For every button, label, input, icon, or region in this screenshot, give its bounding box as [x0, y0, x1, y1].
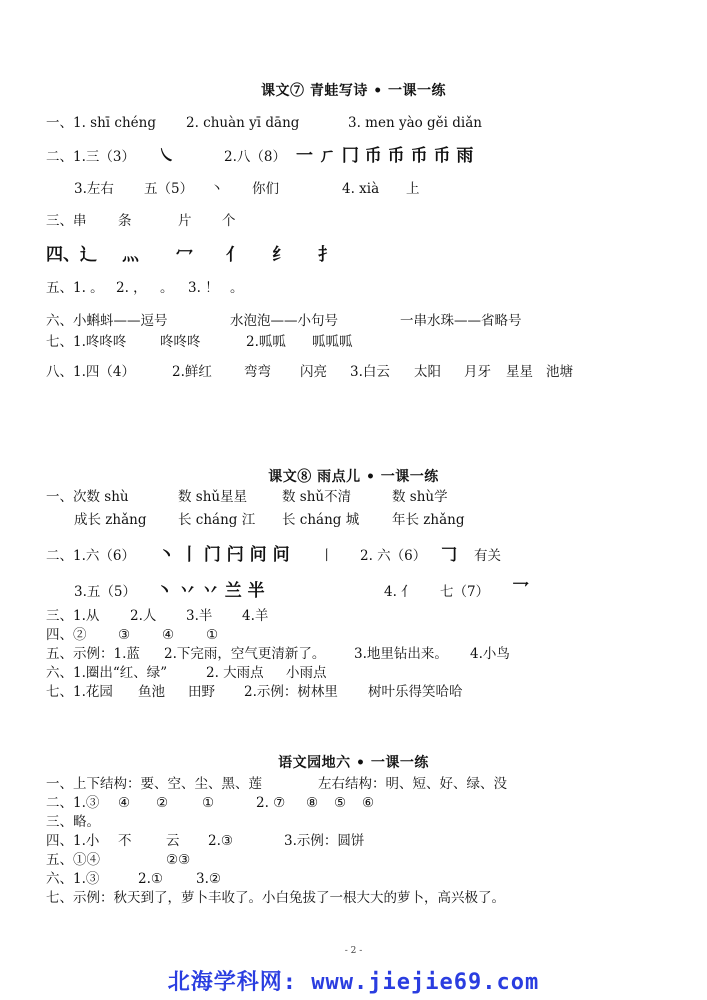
answer-item: 水泡泡——小句号 — [230, 313, 338, 329]
answer-item: 五、示例：1.蓝 — [46, 646, 140, 662]
stroke-item: 乛 — [512, 581, 529, 601]
stroke-item: 𠃌 — [440, 545, 457, 565]
radical-item: 扌 — [318, 245, 335, 265]
section-title: 课文⑧ 雨点儿 • 一课一练 — [268, 469, 439, 485]
answer-item: 3. men yào gěi diǎn — [348, 115, 482, 131]
answer-item: ② — [156, 795, 169, 811]
answer-item: ① — [202, 795, 215, 811]
stroke-item: 丨 — [320, 548, 334, 564]
answer-item: 3.白云 — [350, 364, 390, 380]
answer-item: 4.小鸟 — [470, 646, 510, 662]
answer-line — [46, 276, 244, 296]
answer-line — [46, 791, 374, 811]
answer-item: 4. 亻 — [384, 584, 415, 600]
answer-item: 有关 — [474, 548, 501, 564]
answer-item: 四、1.小 — [46, 833, 100, 849]
stroke-item: ㇏ — [158, 146, 175, 166]
site-watermark[interactable]: 北海学科网: www.jiejie69.com — [167, 970, 540, 995]
answer-item: 4. xià — [342, 181, 380, 197]
answer-line — [46, 848, 190, 868]
section-title: 语文园地六 • 一课一练 — [278, 755, 429, 771]
answer-line — [46, 829, 364, 849]
answer-item: 片 — [178, 213, 192, 229]
answer-line — [46, 680, 463, 700]
answer-line — [46, 623, 218, 643]
answer-item: ⑥ — [362, 795, 375, 811]
answer-item: 上 — [406, 181, 420, 197]
answer-item: 小雨点 — [286, 665, 327, 681]
answer-item: 六、小蝌蚪——逗号 — [46, 313, 168, 329]
answer-item: 3.五（5） — [74, 584, 136, 600]
answer-line — [46, 661, 327, 681]
answer-item: 个 — [222, 213, 236, 229]
answer-line — [46, 772, 507, 792]
radical-item: 冖 — [176, 245, 193, 265]
stroke-order: 一 ㄏ 冂 币 币 币 币 雨 — [296, 146, 474, 166]
answer-item: 2.① — [138, 871, 163, 887]
answer-item: 3.半 — [186, 608, 213, 624]
answer-item: 二、1.三（3） — [46, 149, 135, 165]
answer-item: 2. ⑦ — [256, 795, 286, 811]
answer-item: 月牙 — [464, 364, 491, 380]
answer-line — [46, 867, 221, 887]
answer-item: 2. 六（6） — [360, 548, 427, 564]
answer-item: 田野 — [188, 684, 215, 700]
answer-item: 4.羊 — [242, 608, 269, 624]
radical-item: 纟 — [272, 245, 289, 265]
answer-item: 2.人 — [130, 608, 157, 624]
answer-item: 2. chuàn yī dāng — [186, 115, 300, 131]
answer-item: 2.下完雨，空气更清新了。 — [164, 646, 326, 662]
answer-item: 七（7） — [440, 584, 490, 600]
answer-line — [74, 576, 529, 601]
section-title: 课文⑦ 青蛙写诗 • 一课一练 — [260, 83, 447, 99]
answer-item: 弯弯 — [244, 364, 271, 380]
answer-item: 3.② — [196, 871, 221, 887]
answer-item: 五、①④ — [46, 852, 100, 868]
answer-item: 闪亮 — [300, 364, 327, 380]
answer-item: ③ — [118, 627, 131, 643]
answer-line — [46, 642, 510, 662]
answer-line — [46, 240, 335, 265]
answer-line — [46, 540, 501, 565]
answer-item: ②③ — [166, 852, 191, 868]
answer-item: ④ — [162, 627, 175, 643]
answer-item: 左右结构：明、短、好、绿、没 — [318, 776, 507, 792]
radical-item: 亻 — [226, 245, 243, 265]
stroke-item: 丶 — [210, 181, 224, 197]
answer-item: 呱呱呱 — [312, 334, 353, 350]
answer-item: 成长 zhǎng — [74, 512, 147, 528]
answer-item: 条 — [118, 213, 132, 229]
answer-item: 八、1.四（4） — [46, 364, 135, 380]
answer-line — [46, 810, 100, 830]
answer-item: ⑤ — [334, 795, 347, 811]
answer-item: 你们 — [252, 181, 279, 197]
answer-item: 2. 大雨点 — [206, 665, 264, 681]
answer-item: 2.呱呱 — [246, 334, 286, 350]
answer-item: 一、次数 shù — [46, 489, 129, 505]
answer-line — [46, 111, 482, 131]
answer-item: ① — [206, 627, 219, 643]
answer-item: 3. ！ — [188, 280, 219, 296]
answer-item: 。 — [230, 280, 244, 296]
answer-line — [46, 141, 473, 166]
answer-line — [46, 485, 448, 505]
answer-line — [46, 330, 353, 350]
answer-line — [46, 604, 268, 624]
answer-item: 数 shǔ不清 — [282, 489, 352, 505]
answer-item: 一串水珠——省略号 — [400, 313, 522, 329]
answer-item: 七、1.花园 — [46, 684, 113, 700]
answer-item: 3.示例：圆饼 — [284, 833, 365, 849]
answer-item: 咚咚咚 — [160, 334, 201, 350]
answer-item: 鱼池 — [138, 684, 165, 700]
answer-item: 数 shù学 — [392, 489, 448, 505]
answer-item: 三、略。 — [46, 814, 100, 830]
answer-item: 三、1.从 — [46, 608, 100, 624]
answer-item: 2.示例：树林里 — [244, 684, 338, 700]
answer-item: 四、② — [46, 627, 87, 643]
answer-item: 树叶乐得笑哈哈 — [368, 684, 463, 700]
answer-item: 。 — [160, 280, 174, 296]
radical-item: 四、辶 — [46, 245, 97, 265]
answer-item: 五（5） — [144, 181, 194, 197]
answer-item: 3.地里钻出来。 — [354, 646, 448, 662]
answer-item: 六、1.圈出“红、绿” — [46, 665, 168, 681]
answer-item: 七、1.咚咚咚 — [46, 334, 127, 350]
answer-item: 二、1.六（6） — [46, 548, 135, 564]
answer-item: ④ — [118, 795, 131, 811]
answer-item: 一、1. shī chéng — [46, 115, 156, 131]
answer-item: 2.八（8） — [224, 149, 286, 165]
answer-item: 三、串 — [46, 213, 87, 229]
page-number: - 2 - — [344, 946, 363, 956]
answer-item: 年长 zhǎng — [392, 512, 465, 528]
answer-item: 数 shǔ星星 — [178, 489, 248, 505]
answer-line — [46, 886, 505, 906]
answer-line — [46, 209, 236, 229]
answer-item: 云 — [166, 833, 180, 849]
answer-item: 太阳 — [414, 364, 441, 380]
radical-item: 灬 — [122, 245, 139, 265]
answer-item: ⑧ — [306, 795, 319, 811]
answer-line — [74, 177, 420, 197]
answer-item: 六、1.③ — [46, 871, 100, 887]
answer-item: 2. ， — [116, 280, 147, 296]
stroke-order: 丶 丷 丷 兰 半 — [156, 581, 265, 601]
answer-item: 星星 — [506, 364, 533, 380]
answer-line — [74, 508, 464, 528]
answer-item: 长 cháng 江 — [178, 512, 256, 528]
answer-item: 3.左右 — [74, 181, 114, 197]
answer-line — [46, 309, 522, 329]
answer-line — [46, 360, 573, 380]
answer-item: 2.鲜红 — [172, 364, 212, 380]
answer-item: 二、1.③ — [46, 795, 100, 811]
answer-item: 2.③ — [208, 833, 233, 849]
answer-item: 五、1. 。 — [46, 280, 104, 296]
answer-item: 池塘 — [546, 364, 573, 380]
answer-item: 七、示例：秋天到了，萝卜丰收了。小白兔拔了一根大大的萝卜，高兴极了。 — [46, 890, 505, 906]
answer-item: 长 cháng 城 — [282, 512, 360, 528]
stroke-order: 丶 丨 门 闩 问 问 — [158, 545, 290, 565]
answer-item: 一、上下结构：要、空、尘、黑、莲 — [46, 776, 262, 792]
answer-item: 不 — [118, 833, 132, 849]
